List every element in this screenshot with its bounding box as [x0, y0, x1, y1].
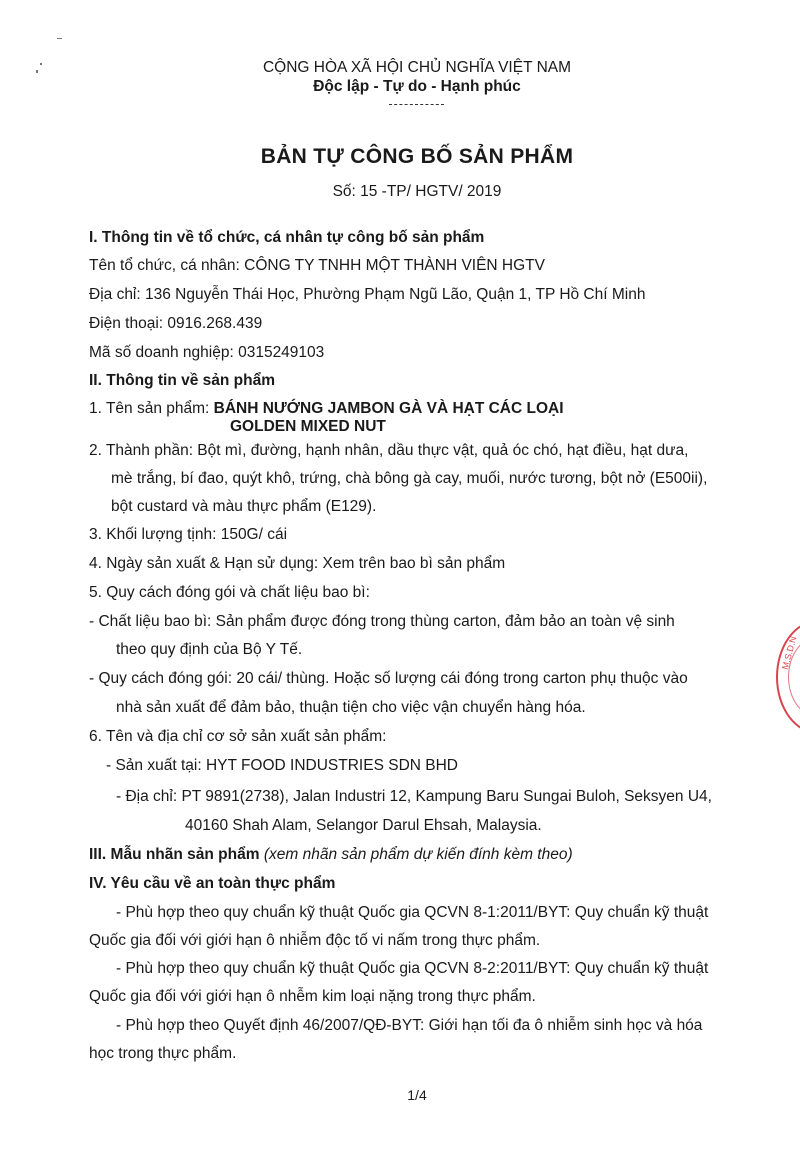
manufacturer-address-line-1: - Địa chỉ: PT 9891(2738), Jalan Industri 12, Kampung Baru Sungai Buloh, Seksyen U4, — [116, 788, 712, 805]
packaging-material-line-2: theo quy định của Bộ Y Tế. — [116, 641, 303, 658]
document-title: BẢN TỰ CÔNG BỐ SẢN PHẨM — [260, 145, 574, 168]
section-1-heading: I. Thông tin về tổ chức, cá nhân tự công bố sản phẩm — [89, 229, 485, 246]
section-2-heading: II. Thông tin về sản phẩm — [89, 372, 276, 389]
section-3-note: (xem nhãn sản phẩm dự kiến đính kèm theo) — [263, 846, 573, 863]
ingredients-line-2: mè trắng, bí đao, quýt khô, trứng, chà bông gà cay, muối, nước tương, bột nở (E500ii), — [111, 470, 708, 487]
company-seal-text: M.S.D.N — [780, 635, 799, 671]
safety-1-line-1: - Phù hợp theo quy chuẩn kỹ thuật Quốc gia QCVN 8-1:2011/BYT: Quy chuẩn kỹ thuật — [116, 904, 709, 921]
product-name-line — [89, 399, 564, 419]
org-name: Tên tổ chức, cá nhân: CÔNG TY TNHH MỘT THÀNH VIÊN HGTV — [89, 257, 545, 274]
org-address: Địa chỉ: 136 Nguyễn Thái Học, Phường Phạm Ngũ Lão, Quận 1, TP Hồ Chí Minh — [89, 286, 646, 303]
product-name-english: GOLDEN MIXED NUT — [230, 418, 386, 435]
org-phone: Điện thoại: 0916.268.439 — [89, 315, 263, 332]
production-expiry: 4. Ngày sản xuất & Hạn sử dụng: Xem trên bao bì sản phẩm — [89, 555, 506, 572]
safety-2-line-1: - Phù hợp theo quy chuẩn kỹ thuật Quốc gia QCVN 8-2:2011/BYT: Quy chuẩn kỹ thuật — [116, 960, 709, 977]
manufacturer-address-line-2: 40160 Shah Alam, Selangor Darul Ehsah, Malaysia. — [185, 817, 542, 834]
ingredients-line-3: bột custard và màu thực phẩm (E129). — [111, 498, 377, 515]
packaging-heading: 5. Quy cách đóng gói và chất liệu bao bì: — [89, 584, 370, 601]
section-3-heading: III. Mẫu nhãn sản phẩm — [89, 846, 264, 863]
scan-speck — [57, 38, 62, 39]
product-name: BÁNH NƯỚNG JAMBON GÀ VÀ HẠT CÁC LOẠI — [213, 400, 564, 417]
nation-header: CỘNG HÒA XÃ HỘI CHỦ NGHĨA VIỆT NAM — [262, 59, 572, 76]
safety-3-line-2: học trong thực phẩm. — [89, 1045, 237, 1062]
safety-2-line-2: Quốc gia đối với giới hạn ô nhễm kim loại nặng trong thực phẩm. — [89, 988, 536, 1005]
product-name-label: 1. Tên sản phẩm: — [89, 400, 214, 417]
packaging-spec-line-2: nhà sản xuất để đảm bảo, thuận tiện cho việc vận chuyển hàng hóa. — [116, 699, 586, 716]
ingredients-line-1: 2. Thành phần: Bột mì, đường, hạnh nhân, dầu thực vật, quả óc chó, hạt điều, hạt dưa, — [89, 442, 689, 459]
motto-underline — [389, 104, 444, 105]
packaging-spec-line-1: - Quy cách đóng gói: 20 cái/ thùng. Hoặc số lượng cái đóng trong carton phụ thuộc vào — [89, 670, 688, 687]
safety-3-line-1: - Phù hợp theo Quyết định 46/2007/QĐ-BYT: Giới hạn tối đa ô nhiễm sinh học và hóa — [116, 1017, 703, 1034]
document-number: Số: 15 -TP/ HGTV/ 2019 — [332, 183, 502, 200]
net-weight: 3. Khối lượng tịnh: 150G/ cái — [89, 526, 288, 543]
org-tax-code: Mã số doanh nghiệp: 0315249103 — [89, 344, 325, 361]
safety-1-line-2: Quốc gia đối với giới hạn ô nhiễm độc tố vi nấm trong thực phẩm. — [89, 932, 541, 949]
section-4-heading: IV. Yêu cầu về an toàn thực phẩm — [89, 875, 336, 892]
section-3-line — [89, 845, 573, 865]
motto: Độc lập - Tự do - Hạnh phúc — [313, 78, 521, 95]
manufacturer-heading: 6. Tên và địa chỉ cơ sở sản xuất sản phẩm: — [89, 728, 387, 745]
page-number: 1/4 — [407, 1087, 427, 1103]
manufacturer-name: - Sản xuất tại: HYT FOOD INDUSTRIES SDN BHD — [106, 757, 458, 774]
packaging-material-line-1: - Chất liệu bao bì: Sản phẩm được đóng trong thùng carton, đảm bảo an toàn vệ sinh — [89, 613, 675, 630]
